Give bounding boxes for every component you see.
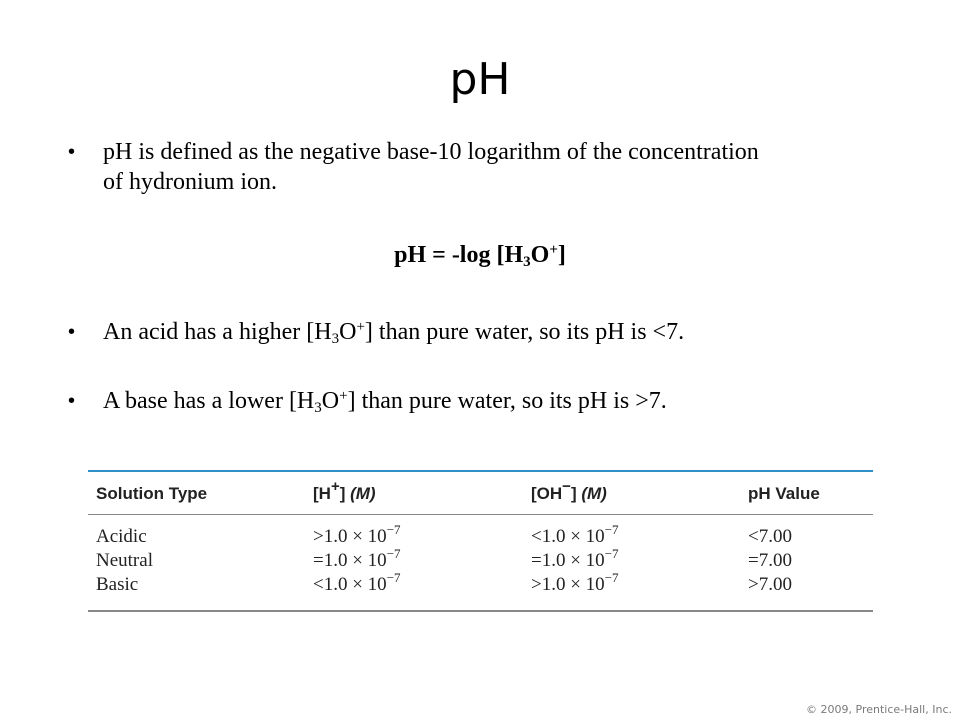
slide-title: pH xyxy=(449,54,511,105)
table-cell: =7.00 xyxy=(748,550,792,571)
bullet-dot-icon: • xyxy=(68,390,76,412)
bullet-base-text: A base has a lower $[H_3O^+]$ than pure water, so its pH is >7. xyxy=(103,388,667,416)
header-oh-minus: [OH−] (M) xyxy=(531,478,607,503)
table-bottom-rule xyxy=(88,610,873,612)
table-cell: $<1.0 \times 10^{-7}$ xyxy=(313,570,401,595)
bullet-acid-text: An acid has a higher $[H_3O^+]$ than pure water, so its pH is <7. xyxy=(103,319,685,347)
column-h-plus xyxy=(313,522,401,597)
header-h-plus: [H+] (M) xyxy=(313,478,376,503)
table-cell: >7.00 xyxy=(748,574,792,595)
table-cell: Acidic xyxy=(96,526,147,547)
table-cell: Neutral xyxy=(96,550,153,571)
bullet-definition-text: pH is defined as the negative base-10 logarithm of the concentration of hydronium ion. xyxy=(103,139,759,195)
bullet-dot-icon: • xyxy=(68,321,76,343)
table-cell: $=1.0 \times 10^{-7}$ xyxy=(531,546,619,571)
table-cell: Basic xyxy=(96,574,139,595)
header-solution-type: Solution Type xyxy=(96,484,208,503)
header-ph-value: pH Value xyxy=(748,484,820,503)
table-cell: $<1.0 \times 10^{-7}$ xyxy=(531,522,619,547)
column-solution-type xyxy=(96,525,153,597)
bullet-dot-icon: • xyxy=(68,141,76,163)
ph-equation: pH = -log $[H_3O^+]$ xyxy=(394,242,566,270)
table-header-rule xyxy=(88,514,873,515)
copyright-notice: © 2009, Prentice-Hall, Inc. xyxy=(806,703,952,716)
table-cell: <7.00 xyxy=(748,526,792,547)
table-top-rule xyxy=(88,470,873,472)
table-cell: $=1.0 \times 10^{-7}$ xyxy=(313,546,401,571)
table-cell: $>1.0 \times 10^{-7}$ xyxy=(531,570,619,595)
table-cell: $>1.0 \times 10^{-7}$ xyxy=(313,522,401,547)
column-oh-minus xyxy=(531,522,619,597)
ph-table xyxy=(88,470,873,612)
column-ph-value xyxy=(748,525,792,597)
